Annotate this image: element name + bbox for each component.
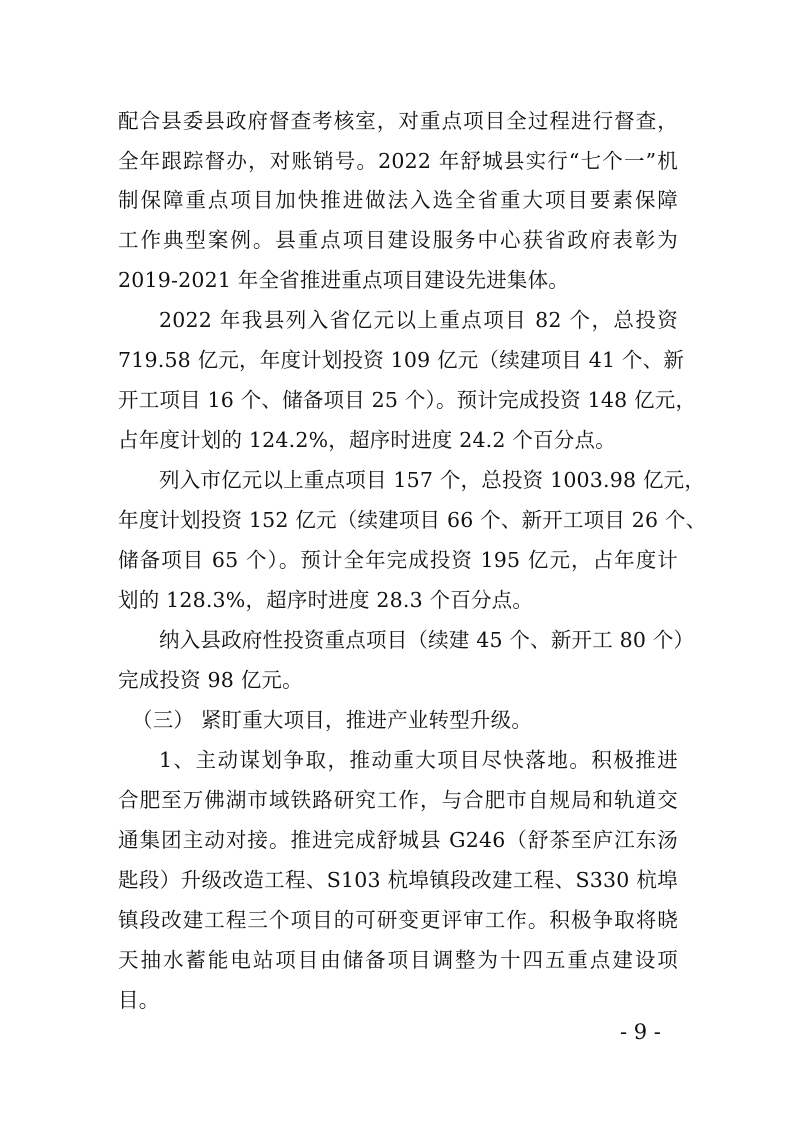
text-line: 划的 128.3%，超序时进度 28.3 个百分点。	[118, 588, 534, 612]
text-line: 占年度计划的 124.2%，超序时进度 24.2 个百分点。	[118, 428, 616, 452]
text-line: 匙段）升级改造工程、S103 杭埠镇段改建工程、S330 杭埠	[118, 868, 678, 892]
text-line: 开工项目 16 个、储备项目 25 个）。预计完成投资 148 亿元，	[118, 388, 697, 412]
text-line: 制保障重点项目加快推进做法入选全省重大项目要素保障	[118, 188, 678, 212]
text-line: 目。	[118, 988, 160, 1012]
paragraph-first-line: 列入市亿元以上重点项目 157 个，总投资 1003.98 亿元，	[159, 468, 706, 492]
text-line: 通集团主动对接。推进完成舒城县 G246（舒茶至庐江东汤	[118, 828, 678, 852]
text-line: 年度计划投资 152 亿元（续建项目 66 个、新开工项目 26 个、	[118, 508, 707, 532]
paragraph-first-line: 纳入县政府性投资重点项目（续建 45 个、新开工 80 个）	[159, 628, 695, 652]
paragraph-first-line: 2022 年我县列入省亿元以上重点项目 82 个，总投资	[159, 308, 678, 332]
paragraph-first-line: 1、主动谋划争取，推动重大项目尽快落地。积极推进	[159, 748, 678, 772]
text-line: 2019-2021 年全省推进重点项目建设先进集体。	[118, 268, 569, 292]
text-line: 配合县委县政府督查考核室，对重点项目全过程进行督查，	[118, 109, 678, 133]
section-heading: （三） 紧盯重大项目，推进产业转型升级。	[132, 708, 533, 732]
page-number: - 9 -	[620, 1020, 661, 1044]
text-line: 天抽水蓄能电站项目由储备项目调整为十四五重点建设项	[118, 948, 678, 972]
text-line: 完成投资 98 亿元。	[118, 668, 303, 692]
text-line: 全年跟踪督办，对账销号。2022 年舒城县实行“七个一”机	[118, 149, 678, 173]
text-line: 镇段改建工程三个项目的可研变更评审工作。积极争取将晓	[118, 908, 678, 932]
text-line: 工作典型案例。县重点项目建设服务中心获省政府表彰为	[118, 228, 678, 252]
text-line: 合肥至万佛湖市域铁路研究工作，与合肥市自规局和轨道交	[118, 788, 678, 812]
text-line: 719.58 亿元，年度计划投资 109 亿元（续建项目 41 个、新	[118, 348, 685, 372]
text-line: 储备项目 65 个）。预计全年完成投资 195 亿元，占年度计	[118, 548, 678, 572]
